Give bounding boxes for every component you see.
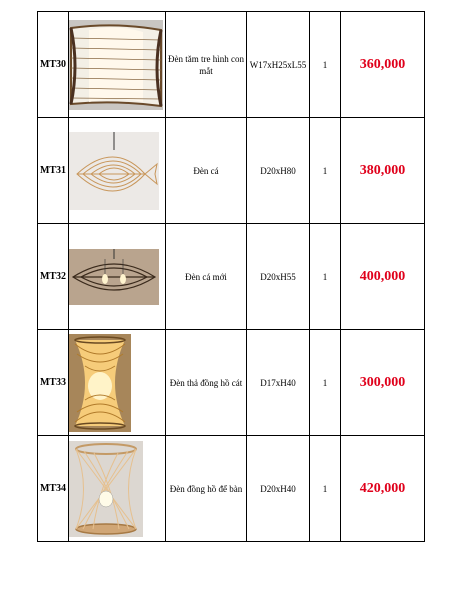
product-image-cell xyxy=(69,224,166,330)
new-fish-lamp-photo xyxy=(69,249,165,305)
eye-shaped-lamp-photo xyxy=(69,20,165,110)
product-code: MT31 xyxy=(38,118,69,224)
hourglass-pendant-lamp-photo xyxy=(69,334,165,432)
product-image-cell xyxy=(69,436,166,542)
table-row xyxy=(38,224,425,330)
product-quantity: 1 xyxy=(310,436,341,542)
table-row xyxy=(38,436,425,542)
product-quantity: 1 xyxy=(310,118,341,224)
product-code: MT32 xyxy=(38,224,69,330)
product-image-cell xyxy=(69,12,166,118)
product-size: D20xH80 xyxy=(247,118,310,224)
product-size: D20xH55 xyxy=(247,224,310,330)
product-size: D17xH40 xyxy=(247,330,310,436)
product-name: Đèn cá mới xyxy=(166,224,247,330)
product-code: MT34 xyxy=(38,436,69,542)
table-row xyxy=(38,118,425,224)
fish-lamp-photo xyxy=(69,132,165,210)
product-image-cell xyxy=(69,330,166,436)
product-code: MT33 xyxy=(38,330,69,436)
product-name: Đèn đồng hồ để bàn xyxy=(166,436,247,542)
table-row xyxy=(38,330,425,436)
product-table xyxy=(37,11,425,542)
product-price: 300,000 xyxy=(341,330,425,436)
product-image-cell xyxy=(69,118,166,224)
product-quantity: 1 xyxy=(310,12,341,118)
product-name: Đèn thả đồng hồ cát xyxy=(166,330,247,436)
product-quantity: 1 xyxy=(310,330,341,436)
product-name: Đèn tăm tre hình con mắt xyxy=(166,12,247,118)
product-price: 380,000 xyxy=(341,118,425,224)
product-size: W17xH25xL55 xyxy=(247,12,310,118)
product-price: 400,000 xyxy=(341,224,425,330)
product-size: D20xH40 xyxy=(247,436,310,542)
product-code: MT30 xyxy=(38,12,69,118)
table-row xyxy=(38,12,425,118)
product-price: 360,000 xyxy=(341,12,425,118)
product-quantity: 1 xyxy=(310,224,341,330)
product-price: 420,000 xyxy=(341,436,425,542)
hourglass-table-lamp-photo xyxy=(69,441,165,537)
product-name: Đèn cá xyxy=(166,118,247,224)
